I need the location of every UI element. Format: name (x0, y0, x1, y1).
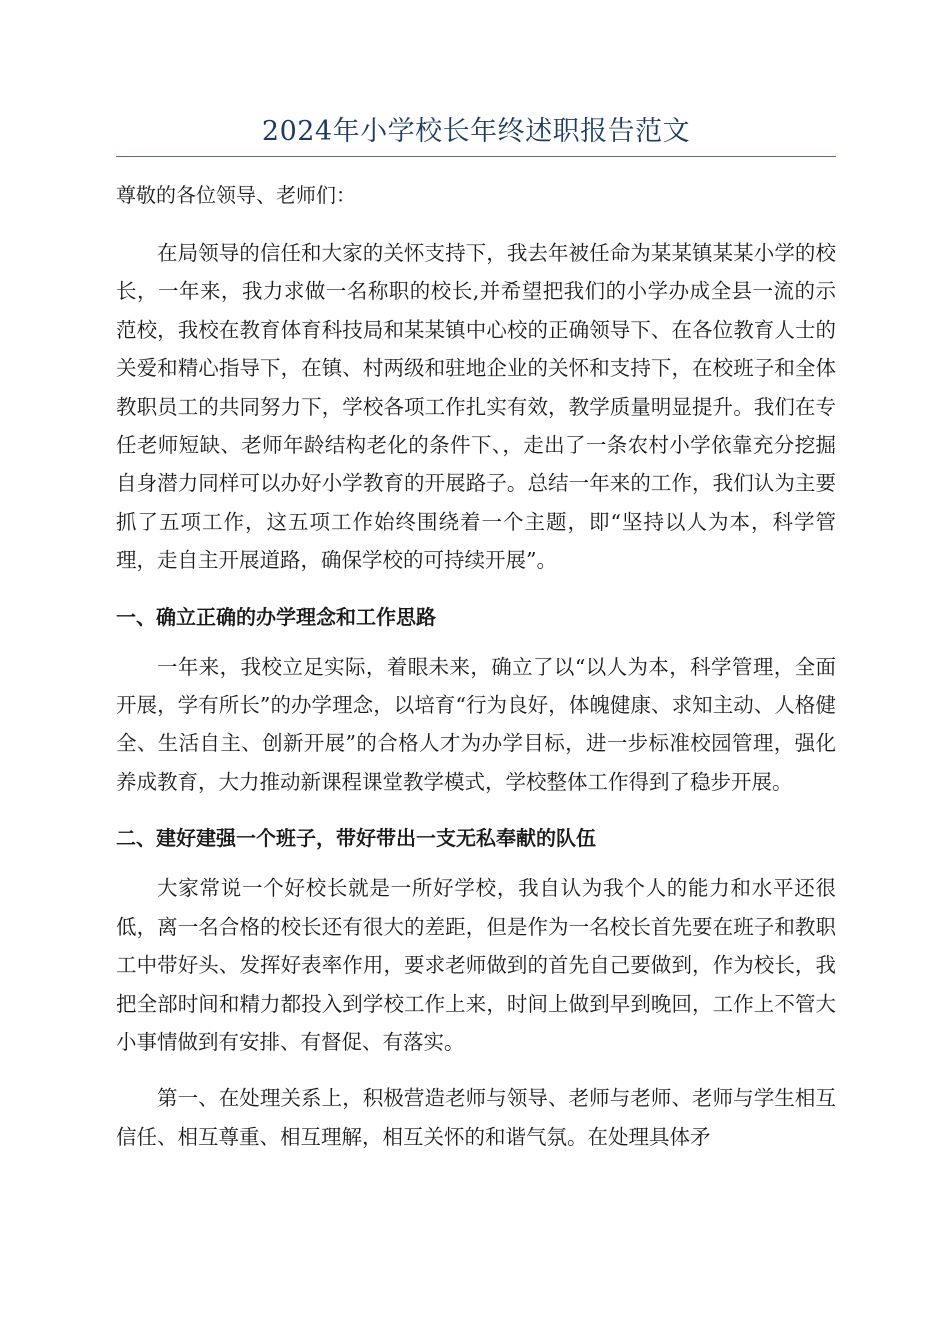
section-heading-2: 二、建好建强一个班子，带好带出一支无私奉献的队伍 (116, 826, 596, 851)
paragraph-section-2: 大家常说一个好校长就是一所好学校，我自认为我个人的能力和水平还很低，离一名合格的校长还有很大的差距，但是作为一名校长首先要在班子和教职工中带好头、发挥好表率作用，要求老师做到的首先自己要做到，作为校长，我把全部时间和精力都投入到学校工作上来，时间上做到早到晚回，工作上不管大小事情做到有安排、有督促、有落实。 (116, 876, 836, 1054)
document-body (116, 176, 836, 1174)
section-heading-1: 一、确立正确的办学理念和工作思路 (116, 604, 436, 629)
paragraph-section-2-point-1: 第一、在处理关系上，积极营造老师与领导、老师与老师、老师与学生相互信任、相互尊重、相互理解，相互关怀的和谐气氛。在处理具体矛 (116, 1086, 836, 1149)
title-block (116, 112, 836, 157)
paragraph-section-1: 一年来，我校立足实际，着眼未来，确立了以“以人为本，科学管理，全面开展，学有所长”的办学理念，以培育“行为良好，体魄健康、求知主动、人格健全、生活自主、创新开展”的合格人才为办学目标，进一步标准校园管理，强化养成教育，大力推动新课程课堂教学模式，学校整体工作得到了稳步开展。 (116, 654, 836, 794)
document-title: 2024年小学校长年终述职报告范文 (261, 116, 691, 147)
greeting: 尊敬的各位领导、老师们： (116, 183, 356, 207)
paragraph-intro: 在局领导的信任和大家的关怀支持下，我去年被任命为某某镇某某小学的校长，一年来，我力求做一名称职的校长,并希望把我们的小学办成全县一流的示范校，我校在教育体育科技局和某某镇中心校的正确领导下、在各位教育人士的关爱和精心指导下，在镇、村两级和驻地企业的关怀和支持下，在校班子和全体教职员工的共同努力下，学校各项工作扎实有效，教学质量明显提升。我们在专任老师短缺、老师年龄结构老化的条件下、，走出了一条农村小学依靠充分挖掘自身潜力同样可以办好小学教育的开展路子。总结一年来的工作，我们认为主要抓了五项工作，这五项工作始终围绕着一个主题，即“坚持以人为本，科学管理，走自主开展道路，确保学校的可持续开展”。 (116, 241, 836, 573)
